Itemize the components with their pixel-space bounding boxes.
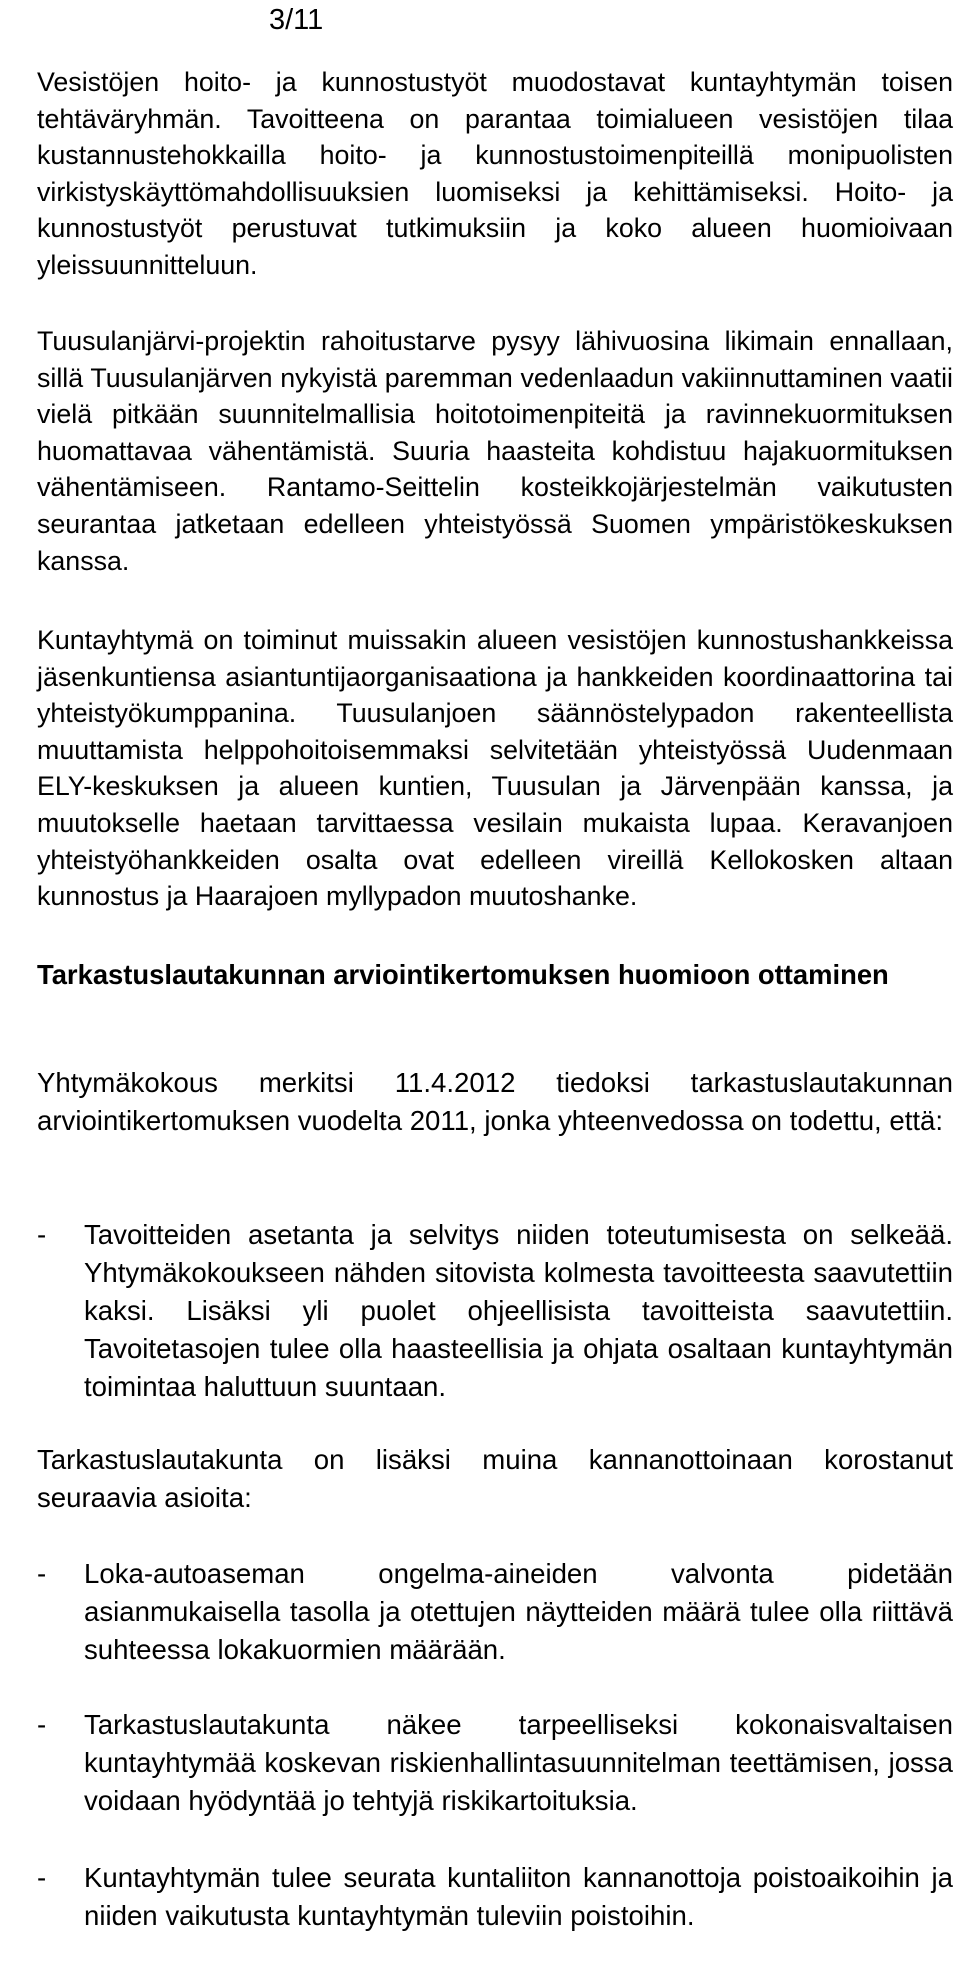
paragraph-other-projects: Kuntayhtymä on toiminut muissakin alueen vesistöjen kunnostushankkeissa jäsenkuntiensa asiantuntijaorganisaationa ja hankkeiden koordinaattorina tai yhteistyökumppanina. Tuusulanjoen säännöstelypadon rakenteellista muuttamista helppohoitoisemmaksi selvitetään yhteistyössä Uudenmaan ELY-keskuksen ja alueen kuntien, Tuusulan ja Järvenpään kanssa, ja muutokselle haetaan tarvittaessa vesilain mukaista lupaa. Keravanjoen yhteistyöhankkeiden osalta ovat edelleen vireillä Kellokosken altaan kunnostus ja Haarajoen myllypadon muutoshanke. (37, 625, 953, 912)
paragraph-tuusulanjarvi-project: Tuusulanjärvi-projektin rahoitustarve pysyy lähivuosina likimain ennallaan, sillä Tuusulanjärven nykyistä paremman vedenlaadun vakiinnuttaminen vaatii vielä pitkään suunnitelmallisia hoitotoimenpiteitä ja ravinnekuormituksen huomattavaa vähentämistä. Suuria haasteita kohdistuu hajakuormituksen vähentämiseen. Rantamo-Seittelin kosteikkojärjestelmän vaikutusten seurantaa jatketaan edelleen yhteistyössä Suomen ympäristökeskuksen kanssa. (37, 326, 953, 576)
section-heading: Tarkastuslautakunnan arviointikertomuksen huomioon ottaminen (37, 959, 889, 990)
list-item-text: Tavoitteiden asetanta ja selvitys niiden toteutumisesta on selkeää. Yhtymäkokoukseen nähden sitovista kolmesta tavoitteesta saavutettiin kaksi. Lisäksi yli puolet ohjeellisista tavoitteista saavutettiin. Tavoitetasojen tulee olla haasteellisia ja ohjata osaltaan kuntayhtymän toimintaa haluttuun suuntaan. (84, 1219, 953, 1402)
paragraph-additional-points: Tarkastuslautakunta on lisäksi muina kannanottoinaan korostanut seuraavia asioita: (37, 1444, 953, 1513)
paragraph-meeting-note: Yhtymäkokous merkitsi 11.4.2012 tiedoksi tarkastuslautakunnan arviointikertomuksen vuodelta 2011, jonka yhteenvedossa on todettu, että: (37, 1067, 953, 1136)
list-dash: - (37, 1862, 47, 1893)
page-number: 3/11 (269, 4, 324, 36)
list-item-text: Tarkastuslautakunta näkee tarpeelliseksi kokonaisvaltaisen kuntayhtymää koskevan riskienhallintasuunnitelman teettämisen, jossa voidaan hyödyntää jo tehtyjä riskikartoituksia. (84, 1709, 953, 1816)
list-item-text: Kuntayhtymän tulee seurata kuntaliiton kannanottoja poistoaikoihin ja niiden vaikutusta kuntayhtymän tuleviin poistoihin. (84, 1862, 953, 1931)
list-dash: - (37, 1219, 47, 1250)
paragraph-water-maintenance: Vesistöjen hoito- ja kunnostustyöt muodostavat kuntayhtymän toisen tehtäväryhmän. Tavoitteena on parantaa toimialueen vesistöjen tilaa kustannustehokkailla hoito- ja kunnostustoimenpiteillä monipuolisten virkistyskäyttömahdollisuuksien luomiseksi ja kehittämiseksi. Hoito- ja kunnostustyöt perustuvat tutkimuksiin ja koko alueen huomioivaan yleissuunnitteluun. (37, 67, 953, 280)
list-dash: - (37, 1558, 47, 1589)
list-dash: - (37, 1709, 47, 1740)
list-item-text: Loka-autoaseman ongelma-aineiden valvonta pidetään asianmukaisella tasolla ja otettujen näytteiden määrä tulee olla riittävä suhteessa lokakuormien määrään. (84, 1558, 953, 1665)
